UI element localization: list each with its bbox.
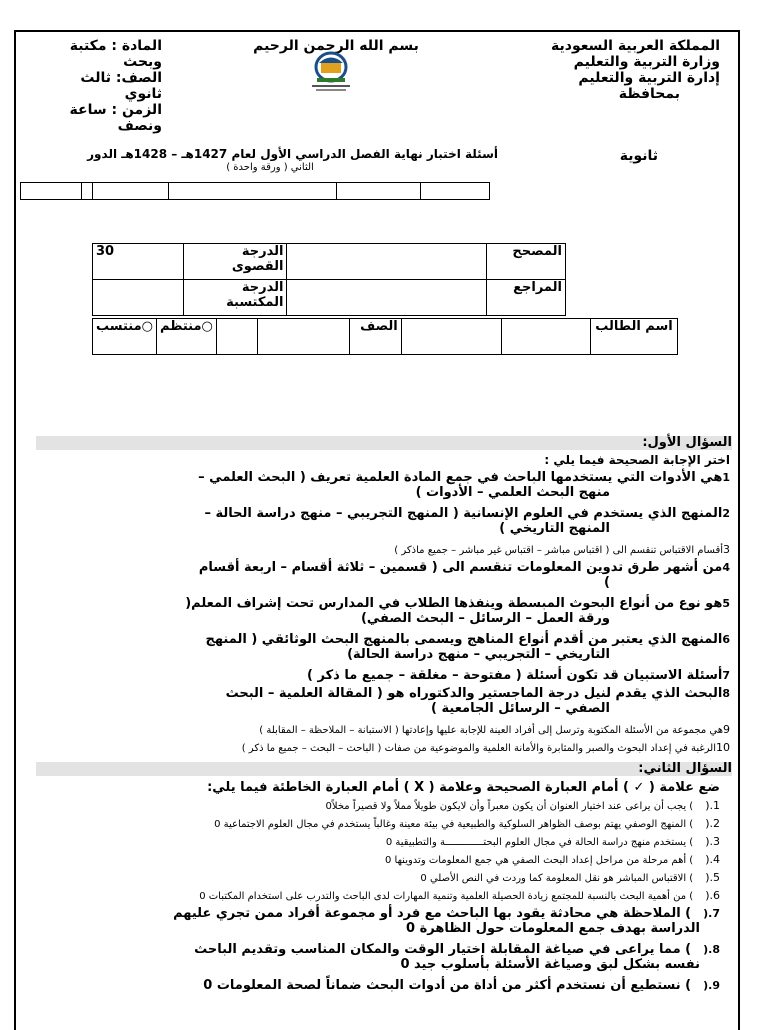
q2-item-text: ) يستخدم منهج دراسة الحالة في مجال العلوم البحتـــــــــــــة والتطبيقية 0 [385,837,694,848]
header-left-block [22,38,162,134]
q1-item-text: الرغبة في إعداد البحوث والصبر والمثابرة والأمانة العلمية والموضوعية من صفات ( الباحث – البحث – جميع ما ذكر ) [241,743,716,754]
class-label: الصف [349,319,401,355]
q1-item [70,686,730,716]
q1-item-continuation: الصفي – الرسائل الجامعية ) [431,701,610,716]
q1-item-number: 6 [722,633,730,646]
q1-item-number: 4 [722,561,730,574]
q2-item-text: ) أهم مرحلة من مراحل إعداد البحث الصفي هي جمع المعلومات وتدوينها 0 [384,855,694,866]
school-type: ثانوية [619,148,658,164]
q2-item-number[interactable]: 4.( [705,853,720,866]
max-grade-value: 30 [93,244,184,280]
corrector-input[interactable] [287,244,487,280]
q2-item-number[interactable]: 6.( [705,889,720,902]
q1-item-number: 1 [722,471,730,484]
exam-subtitle: الثاني ( ورقة واحدة ) [226,162,314,173]
time-line: الزمن : ساعة [69,102,162,118]
q1-item-number: 10 [716,741,730,754]
q1-item [70,740,730,756]
q1-item [70,596,730,626]
q1-item [70,470,730,500]
q1-item-text: هي الأدوات التي يستخدمها الباحث في جمع المادة العلمية تعريف ( البحث العلمي – [198,470,723,485]
q2-item [60,942,720,972]
q2-item [60,798,720,814]
q2-item-continuation: الدراسة بهدف جمع المعلومات حول الظاهرة 0 [406,921,700,936]
q1-instruction: اختر الإجابة الصحيحة فيما يلي : [544,453,730,467]
governorate-line: بمحافظة [618,86,680,102]
q2-item [60,852,720,868]
strip-cell [421,183,490,200]
q2-item [60,870,720,886]
q1-item-continuation: ) [604,575,610,590]
affiliated-option[interactable]: ○منتسب [93,319,157,355]
q1-item-text: المنهج الذي يستخدم في العلوم الإنسانية ( المنهج التجريبي – منهج دراسة الحالة – [204,506,723,521]
q1-item-text: هي مجموعة من الأسئلة المكتوبة وترسل إلى أفراد العينة للإجابة عليها وإعادتها ( الاستبانة – الملاحظة – المقابلة ) [259,725,723,736]
q2-instruction: ضع علامة ( ✓ ) أمام العبارة الصحيحة وعلامة ( X ) أمام العبارة الخاطئة فيما يلي: [207,780,720,795]
q1-item-continuation: منهج البحث العلمي – الأدوات ) [415,485,610,500]
q1-item-text: أقسام الاقتباس تنقسم الى ( اقتباس مباشر – اقتباس غير مباشر – جميع ماذكر ) [394,545,723,556]
reviewer-label: المراجع [487,280,566,316]
q1-item-continuation: ورقة العمل – الرسائل – البحث الصفي) [360,611,610,626]
q1-item-number: 8 [722,687,730,700]
q1-item-number: 3 [723,543,730,556]
kingdom-line: المملكة العربية السعودية [551,38,720,54]
q2-item [60,816,720,832]
grading-table [92,243,566,316]
student-table [92,318,678,355]
header-right-block [500,38,720,102]
q1-item [70,632,730,662]
q1-item-text: من أشهر طرق تدوين المعلومات تنقسم الى ( قسمين – ثلاثة أقسام – اربعة أقسام [198,560,723,575]
q2-item [60,888,720,904]
corrector-label: المصحح [487,244,566,280]
q1-title: السؤال الأول: [36,436,732,450]
exam-title: أسئلة اختبار نهاية الفصل الدراسي الأول لعام 1427هـ – 1428هـ الدور [87,147,498,161]
strip-cell [337,183,421,200]
max-grade-label: الدرجة القصوى [184,244,287,280]
q1-item-continuation: المنهج التاريخي ) [499,521,610,536]
blank-cell [401,319,502,355]
q2-item-number[interactable]: 1.( [705,799,720,812]
class-input[interactable] [257,319,349,355]
q2-item-text: ) مما يراعى في صياغة المقابلة اختيار الوقت والمكان المناسب وتقديم الباحث [194,942,692,957]
grade-line: الصف: ثالث [80,70,162,86]
q1-item-number: 2 [722,507,730,520]
q1-item [70,506,730,536]
strip-cell [168,183,337,200]
time-line-2: ونصف [117,118,162,134]
q1-item-number: 5 [722,597,730,610]
q2-item [60,834,720,850]
earned-grade-label: الدرجة المكتسبة [184,280,287,316]
q1-item-number: 9 [723,723,730,736]
q2-item [60,906,720,936]
q1-item-text: هو نوع من أنواع البحوث المبسطة وينفذها الطلاب في المدارس تحت إشراف المعلم( [185,596,723,611]
q2-item-number[interactable]: 8.( [703,943,720,956]
grade-line-2: ثانوي [124,86,162,102]
q2-item [60,978,720,993]
q1-item-text: المنهج الذي يعتبر من أقدم أنواع المناهج ويسمى بالمنهج البحث الوثائقي ( المنهج [205,632,723,647]
student-name-label: اسم الطالب [591,319,678,355]
q2-item-text: ) يجب أن يراعى عند اختيار العنوان أن يكون معبراً وأن لايكون طويلاً مملاً ولا قصيراً مخلاً0 [325,801,694,812]
q1-item [70,668,730,683]
basmala: بسم الله الرحمن الرحيم [253,38,419,54]
reviewer-input[interactable] [287,280,487,316]
q1-item [70,722,730,738]
blank-cell [216,319,257,355]
q2-item-text: ) نستطيع أن نستخدم أكثر من أداة من أدوات البحث ضماناً لصحة المعلومات 0 [203,978,692,993]
q2-item-number[interactable]: 5.( [705,871,720,884]
ministry-line: وزارة التربية والتعليم [573,54,720,70]
q2-item-text: ) الاقتباس المباشر هو نقل المعلومة كما وردت في النص الأصلي 0 [420,873,694,884]
student-name-input[interactable] [502,319,591,355]
q2-item-text: ) من أهمية البحث بالنسبة للمجتمع زيادة الحصيلة العلمية وتنمية المهارات لدى الباحث والتدرب على استخدام المكتبات 0 [199,891,694,902]
subject-line-2: وبحث [123,54,162,70]
q1-item [70,560,730,590]
q1-item-text: أسئلة الاستبيان قد تكون أسئلة ( مفتوحة – مغلقة – جميع ما ذكر ) [307,668,723,683]
admin-line: إدارة التربية والتعليم [578,70,720,86]
subject-line: المادة : مكتبة [69,38,162,54]
q1-item-text: البحث الذي يقدم لنيل درجة الماجستير والدكتوراه هو ( المقالة العلمية – البحث [225,686,723,701]
regular-option[interactable]: ○منتظم [157,319,217,355]
ministry-logo-icon [306,50,356,94]
q1-item-continuation: التاريخي – التجريبي – منهج دراسة الحالة) [347,647,610,662]
q2-item-number[interactable]: 2.( [705,817,720,830]
earned-grade-value[interactable] [93,280,184,316]
q2-item-number[interactable]: 7.( [703,907,720,920]
strip-cell [81,183,168,200]
q1-item [70,542,730,558]
q2-item-text: ) الملاحظة هي محادثة يقود بها الباحث مع فرد أو مجموعة أفراد ممن تجري عليهم [173,906,692,921]
q1-item-number: 7 [722,669,730,682]
q2-title: السؤال الثاني: [36,762,732,776]
q2-item-continuation: نفسه بشكل لبق وصياغة الأسئلة بأسلوب جيد 0 [400,957,700,972]
q2-item-text: ) المنهج الوصفي يهتم بوصف الظواهر السلوكية والطبيعية في بيئة معينة وغالباً يستخدم في مجال العلوم الاجتماعية 0 [214,819,694,830]
q2-item-number[interactable]: 3.( [705,835,720,848]
q2-item-number[interactable]: 9.( [703,979,720,992]
